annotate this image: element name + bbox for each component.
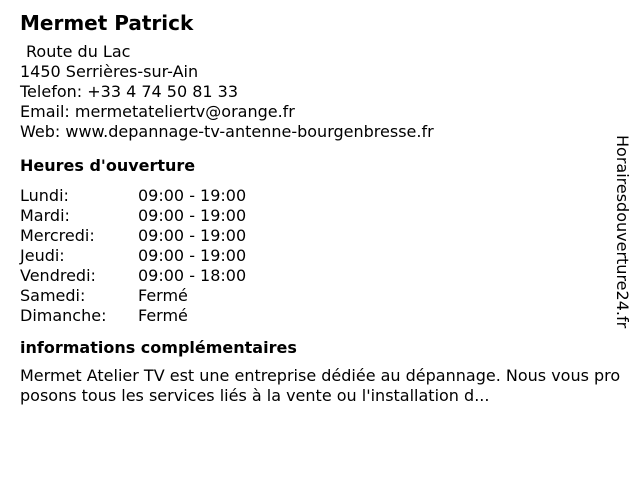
day-hours: 09:00 - 19:00: [138, 246, 247, 265]
hours-row: [20, 226, 246, 246]
business-name: Mermet Patrick: [20, 11, 194, 35]
site-watermark: Horairesdouverture24.fr: [613, 135, 632, 329]
hours-heading: Heures d'ouverture: [20, 156, 196, 175]
website-line: Web: www.depannage-tv-antenne-bourgenbresse.fr: [20, 122, 434, 141]
email-line: Email: mermetateliertv@orange.fr: [20, 102, 295, 121]
day-label: Vendredi:: [20, 266, 96, 285]
city-address: 1450 Serrières-sur-Ain: [20, 62, 199, 81]
hours-row: [20, 266, 246, 286]
info-description: Mermet Atelier TV est une entreprise dédiée au dépannage. Nous vous proposons tous les services liés à la vente ou l'installation d...: [20, 366, 621, 405]
day-hours: Fermé: [138, 286, 188, 305]
day-hours: Fermé: [138, 306, 188, 325]
phone-line: Telefon: +33 4 74 50 81 33: [20, 82, 239, 101]
day-hours: 09:00 - 19:00: [138, 186, 247, 205]
info-heading: informations complémentaires: [20, 338, 297, 357]
day-label: Mercredi:: [20, 226, 95, 245]
opening-hours-table: [20, 186, 246, 326]
day-hours: 09:00 - 19:00: [138, 206, 247, 225]
street-address: Route du Lac: [26, 42, 131, 61]
hours-row: [20, 186, 246, 206]
hours-row: [20, 306, 246, 326]
business-card: [20, 10, 621, 406]
contact-block: [20, 42, 610, 142]
day-label: Samedi:: [20, 286, 86, 305]
day-hours: 09:00 - 19:00: [138, 226, 247, 245]
hours-row: [20, 286, 246, 306]
day-label: Jeudi:: [20, 246, 65, 265]
day-label: Mardi:: [20, 206, 70, 225]
day-label: Dimanche:: [20, 306, 107, 325]
hours-row: [20, 246, 246, 266]
hours-row: [20, 206, 246, 226]
day-hours: 09:00 - 18:00: [138, 266, 247, 285]
day-label: Lundi:: [20, 186, 69, 205]
